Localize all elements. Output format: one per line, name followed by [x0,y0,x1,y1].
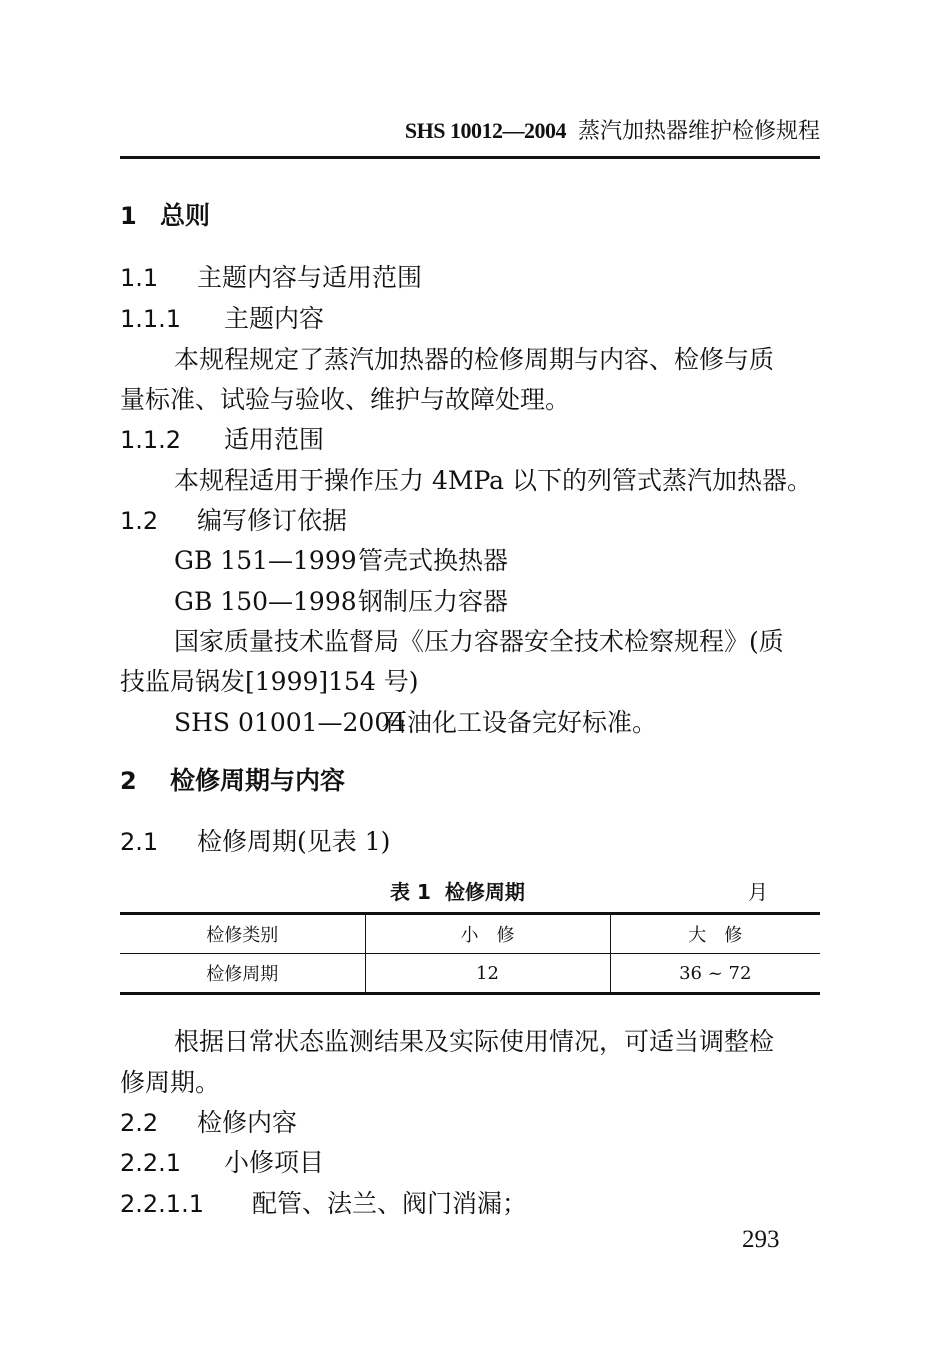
table-unit: 月 [748,880,768,904]
reference-item [174,703,657,739]
section-title: 检修内容 [197,1108,298,1137]
paragraph-line: 本规程规定了蒸汽加热器的检修周期与内容、检修与质 [174,345,775,374]
table-name: 检修周期 [444,880,525,904]
section-number: 2.2 [120,1109,159,1137]
header-text [405,114,820,145]
section-number: 1.2 [120,507,159,535]
paragraph-line: 本规程适用于操作压力 4MPa 以下的列管式蒸汽加热器。 [174,466,813,495]
table-header-row [120,914,820,954]
maintenance-cycle-table [120,912,820,995]
reference-item [174,582,508,618]
reference-line: 国家质量技术监督局《压力容器安全技术检察规程》(质 [174,627,784,656]
section-title: 主题内容 [224,304,325,333]
section-2-2-heading [120,1103,297,1139]
reference-code: GB 151—1999 [174,546,357,575]
table-cell: 36 ~ 72 [679,962,752,984]
section-1-2-heading [120,501,347,537]
reference-title: 钢制压力容器 [358,587,509,616]
running-header [120,112,820,159]
section-number: 2 [120,767,137,795]
section-title: 适用范围 [224,425,325,454]
section-number: 1.1 [120,264,159,292]
section-2-heading [120,761,345,797]
paragraph-line: 根据日常状态监测结果及实际使用情况，可适当调整检 [174,1027,775,1056]
table-cell: 检修周期 [120,954,365,994]
reference-title: 石油化工设备完好标准。 [382,708,658,737]
section-2-1-heading [120,822,390,858]
section-title: 编写修订依据 [197,506,348,535]
section-title: 小修项目 [224,1148,325,1177]
paragraph-line: 修周期。 [120,1068,221,1097]
section-1-1-1-heading [120,299,324,335]
table-header-cell: 小 修 [365,914,610,954]
section-number: 1 [120,202,137,230]
page-number: 293 [742,1226,780,1253]
section-1-1-2-heading [120,420,324,456]
section-title: 总则 [160,201,211,230]
section-2-2-1-heading [120,1143,324,1179]
table-row [120,954,820,994]
table-header-cell: 大 修 [610,914,820,954]
paragraph-line: 量标准、试验与验收、维护与故障处理。 [120,385,571,414]
table-header-cell: 检修类别 [120,914,365,954]
section-1-1-heading [120,258,422,294]
reference-code: SHS 01001—2004 [174,708,407,737]
reference-item [174,541,508,577]
table-title [390,876,525,905]
reference-title: 管壳式换热器 [358,546,509,575]
section-number: 1.1.1 [120,305,182,333]
section-1-heading [120,196,210,232]
table-caption [120,876,820,906]
section-number: 2.2.1 [120,1149,182,1177]
section-title: 配管、法兰、阀门消漏； [252,1189,528,1218]
section-number: 2.2.1.1 [120,1190,204,1218]
section-title: 主题内容与适用范围 [197,263,423,292]
reference-line: 技监局锅发[1999]154 号) [120,667,419,696]
section-title: 检修周期(见表 1) [197,827,391,856]
section-title: 检修周期与内容 [170,766,346,795]
standard-title: 蒸汽加热器维护检修规程 [577,119,820,144]
section-number: 1.1.2 [120,426,182,454]
table-number: 表 1 [390,880,431,904]
section-number: 2.1 [120,828,159,856]
section-2-2-1-1-heading [120,1184,527,1220]
table-cell: 12 [365,954,610,994]
reference-code: GB 150—1998 [174,587,357,616]
standard-code: SHS 10012—2004 [404,118,566,143]
